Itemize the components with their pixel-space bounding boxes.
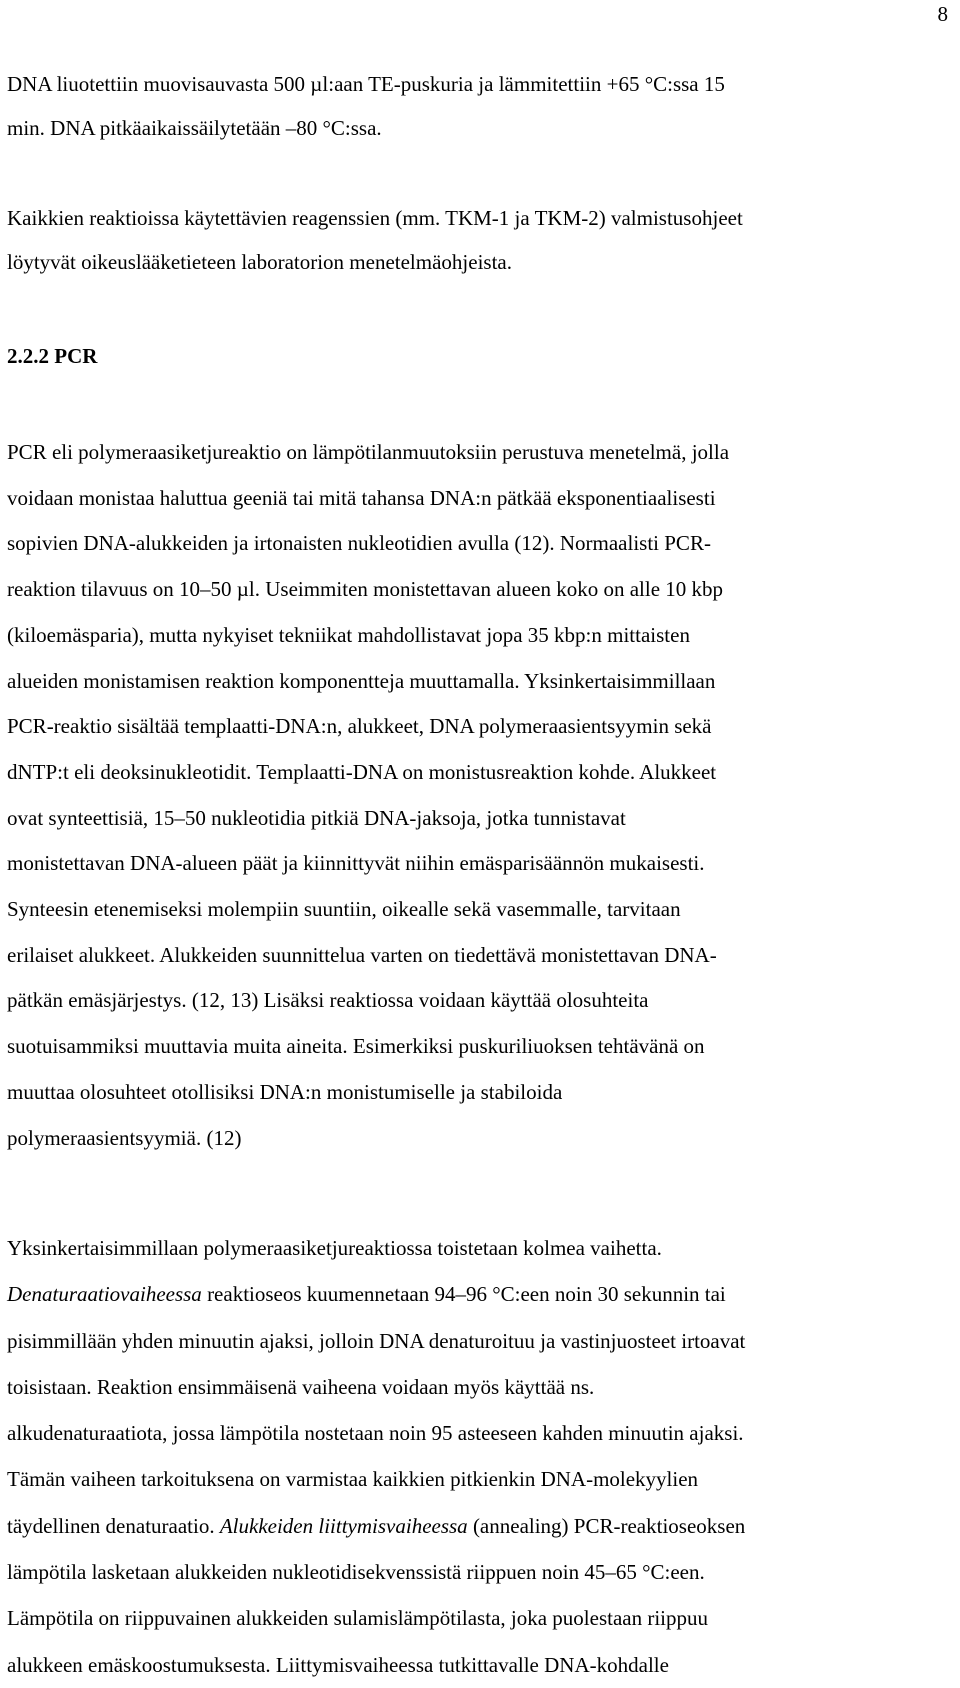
text-line: voidaan monistaa haluttua geeniä tai mitä tahansa DNA:n pätkää eksponentiaalisesti — [7, 485, 716, 510]
text-line: pisimmillään yhden minuutin ajaksi, jolloin DNA denaturoituu ja vastinjuosteet irtoavat — [7, 1328, 746, 1353]
text-line: pätkän emäsjärjestys. (12, 13) Lisäksi reaktiossa voidaan käyttää olosuhteita — [7, 988, 649, 1013]
text-line: min. DNA pitkäaikaissäilytetään –80 °C:ssa. — [7, 116, 382, 140]
text-line: sopivien DNA-alukkeiden ja irtonaisten nukleotidien avulla (12). Normaalisti PCR- — [7, 531, 711, 556]
text-line: reaktion tilavuus on 10–50 µl. Useimmiten monistettavan alueen koko on alle 10 kbp — [7, 577, 724, 602]
text-line: Lämpötila on riippuvainen alukkeiden sulamislämpötilasta, joka puolestaan riippuu — [7, 1606, 709, 1631]
text-fragment: täydellinen denaturaatio. — [7, 1513, 220, 1538]
text-line: PCR eli polymeraasiketjureaktio on lämpötilanmuutoksiin perustuva menetelmä, jolla — [7, 440, 730, 464]
text-line: monistettavan DNA-alueen päät ja kiinnittyvät niihin emäsparisäännön mukaisesti. — [7, 851, 705, 876]
text-line: alkudenaturaatiota, jossa lämpötila nostetaan noin 95 asteeseen kahden minuutin ajaksi. — [7, 1421, 744, 1446]
text-line: Kaikkien reaktioissa käytettävien reagenssien (mm. TKM-1 ja TKM-2) valmistusohjeet — [7, 206, 743, 230]
text-line: lämpötila lasketaan alukkeiden nukleotidisekvenssistä riippuen noin 45–65 °C:een. — [7, 1560, 705, 1585]
text-line: ovat synteettisiä, 15–50 nukleotidia pitkiä DNA-jaksoja, jotka tunnistavat — [7, 805, 626, 830]
text-line: polymeraasientsyymiä. (12) — [7, 1125, 242, 1150]
text-line: toisistaan. Reaktion ensimmäisenä vaiheena voidaan myös käyttää ns. — [7, 1374, 595, 1399]
emphasis-annealing: Alukkeiden liittymisvaiheessa — [219, 1513, 468, 1538]
paragraph-pcr-intro — [7, 430, 947, 1161]
text-line: alukkeen emäskoostumuksesta. Liittymisvaiheessa tutkittavalle DNA-kohdalle — [7, 1652, 669, 1677]
section-heading: 2.2.2 PCR — [7, 344, 98, 368]
text-fragment: reaktioseos kuumennetaan 94–96 °C:een noin 30 sekunnin tai — [201, 1282, 726, 1307]
text-line: dNTP:t eli deoksinukleotidit. Templaatti-DNA on monistusreaktion kohde. Alukkeet — [7, 759, 717, 784]
page-number: 8 — [937, 2, 948, 26]
text-line: Tämän vaiheen tarkoituksena on varmistaa kaikkien pitkienkin DNA-molekyylien — [7, 1467, 699, 1492]
text-line: Synteesin etenemiseksi molempiin suuntiin, oikealle sekä vasemmalle, tarvitaan — [7, 897, 681, 922]
paragraph-dna-storage — [7, 62, 947, 150]
text-line: DNA liuotettiin muovisauvasta 500 µl:aan TE-puskuria ja lämmitettiin +65 °C:ssa 15 — [7, 72, 725, 96]
text-line: erilaiset alukkeet. Alukkeiden suunnittelua varten on tiedettävä monistettavan DNA- — [7, 942, 717, 967]
text-line: (kiloemäsparia), mutta nykyiset tekniikat mahdollistavat jopa 35 kbp:n mittaisten — [7, 622, 690, 647]
text-fragment: (annealing) PCR-reaktioseoksen — [467, 1513, 746, 1538]
text-line: suotuisammiksi muuttavia muita aineita. Esimerkiksi puskuriliuoksen tehtävänä on — [7, 1034, 705, 1059]
emphasis-denaturation: Denaturaatiovaiheessa — [7, 1282, 202, 1307]
text-line — [7, 1503, 947, 1549]
text-line: Yksinkertaisimmillaan polymeraasiketjureaktiossa toistetaan kolmea vaihetta. — [7, 1236, 662, 1260]
text-line: löytyvät oikeuslääketieteen laboratorion menetelmäohjeista. — [7, 250, 512, 274]
text-line — [7, 1271, 947, 1317]
paragraph-pcr-phases — [7, 1225, 947, 1688]
text-line: PCR-reaktio sisältää templaatti-DNA:n, alukkeet, DNA polymeraasientsyymin sekä — [7, 714, 712, 739]
paragraph-reagents — [7, 196, 947, 284]
text-line: muuttaa olosuhteet otollisiksi DNA:n monistumiselle ja stabiloida — [7, 1079, 563, 1104]
text-line: alueiden monistamisen reaktion komponentteja muuttamalla. Yksinkertaisimmillaan — [7, 668, 716, 693]
